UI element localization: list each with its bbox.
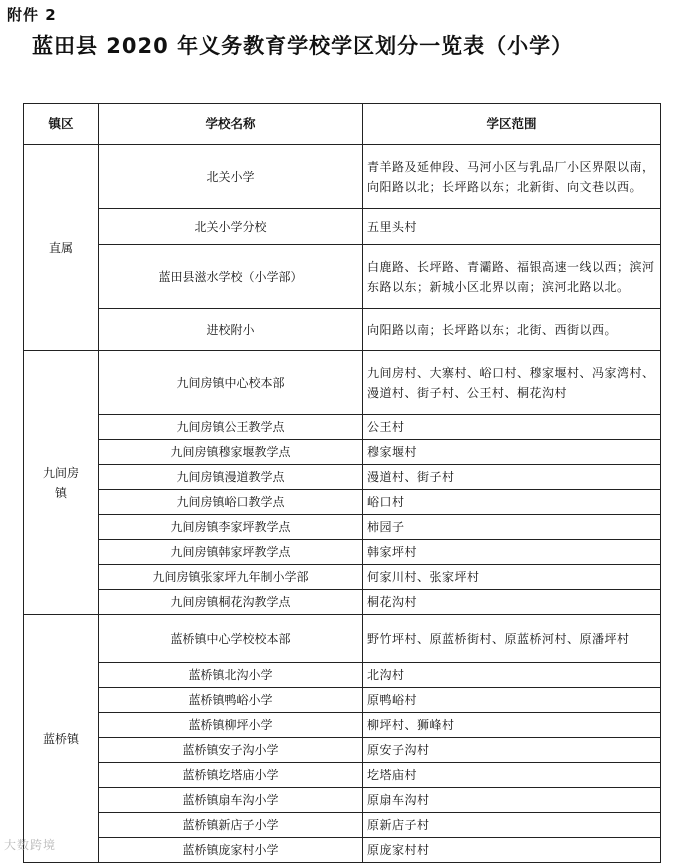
table-row (24, 490, 661, 515)
district-scope-cell: 韩家坪村 (363, 540, 661, 565)
district-scope-cell: 柳坪村、狮峰村 (363, 713, 661, 738)
district-scope-cell: 柿园子 (363, 515, 661, 540)
table-row (24, 540, 661, 565)
table-row (24, 351, 661, 415)
table-row (24, 838, 661, 863)
district-scope-cell: 穆家堰村 (363, 440, 661, 465)
district-scope-cell: 原庞家村村 (363, 838, 661, 863)
table-row (24, 245, 661, 309)
table-row (24, 309, 661, 351)
table-row (24, 663, 661, 688)
district-scope-cell: 白鹿路、长坪路、青灞路、福银高速一线以西；滨河东路以东；新城小区北界以南；滨河北路以北。 (363, 245, 661, 309)
school-name-cell: 蓝桥镇庞家村小学 (99, 838, 363, 863)
school-name-cell: 蓝桥镇北沟小学 (99, 663, 363, 688)
school-name-cell: 蓝桥镇鸭峪小学 (99, 688, 363, 713)
district-scope-cell: 峪口村 (363, 490, 661, 515)
district-scope-cell: 何家川村、张家坪村 (363, 565, 661, 590)
school-name-cell: 九间房镇张家坪九年制小学部 (99, 565, 363, 590)
table-row (24, 590, 661, 615)
school-name-cell: 蓝桥镇中心学校校本部 (99, 615, 363, 663)
table-row (24, 788, 661, 813)
school-name-cell: 九间房镇韩家坪教学点 (99, 540, 363, 565)
school-name-cell: 九间房镇桐花沟教学点 (99, 590, 363, 615)
school-name-cell: 九间房镇漫道教学点 (99, 465, 363, 490)
school-name-cell: 北关小学 (99, 145, 363, 209)
attachment-label: 附件 2 (7, 6, 57, 24)
table-row (24, 713, 661, 738)
table-header-row (24, 104, 661, 145)
school-name-cell: 九间房镇穆家堰教学点 (99, 440, 363, 465)
school-name-cell: 九间房镇中心校本部 (99, 351, 363, 415)
district-scope-cell: 原安子沟村 (363, 738, 661, 763)
school-name-cell: 九间房镇公王教学点 (99, 415, 363, 440)
table-row (24, 465, 661, 490)
district-scope-cell: 漫道村、街子村 (363, 465, 661, 490)
district-scope-cell: 公王村 (363, 415, 661, 440)
district-scope-cell: 青羊路及延伸段、马河小区与乳品厂小区界限以南，向阳路以北；长坪路以东；北新街、向文巷以西。 (363, 145, 661, 209)
town-cell: 蓝桥镇 (24, 615, 99, 863)
district-scope-cell: 九间房村、大寨村、峪口村、穆家堰村、冯家湾村、漫道村、街子村、公王村、桐花沟村 (363, 351, 661, 415)
table-row (24, 763, 661, 788)
district-scope-cell: 桐花沟村 (363, 590, 661, 615)
table-body (24, 145, 661, 863)
school-name-cell: 蓝田县滋水学校（小学部） (99, 245, 363, 309)
school-name-cell: 蓝桥镇柳坪小学 (99, 713, 363, 738)
header-town: 镇区 (24, 104, 99, 145)
school-name-cell: 蓝桥镇安子沟小学 (99, 738, 363, 763)
page-title: 蓝田县 2020 年义务教育学校学区划分一览表（小学） (32, 34, 574, 58)
school-name-cell: 蓝桥镇扇车沟小学 (99, 788, 363, 813)
town-cell: 九间房镇 (24, 351, 99, 615)
table-row (24, 813, 661, 838)
school-name-cell: 九间房镇李家坪教学点 (99, 515, 363, 540)
table-row (24, 738, 661, 763)
school-name-cell: 北关小学分校 (99, 209, 363, 245)
watermark: 大数跨境 (4, 838, 57, 852)
school-name-cell: 蓝桥镇新店子小学 (99, 813, 363, 838)
header-school: 学校名称 (99, 104, 363, 145)
district-scope-cell: 野竹坪村、原蓝桥街村、原蓝桥河村、原潘坪村 (363, 615, 661, 663)
district-scope-cell: 原扇车沟村 (363, 788, 661, 813)
district-scope-cell: 圪塔庙村 (363, 763, 661, 788)
district-scope-cell: 北沟村 (363, 663, 661, 688)
table-row (24, 440, 661, 465)
school-name-cell: 蓝桥镇圪塔庙小学 (99, 763, 363, 788)
town-cell: 直属 (24, 145, 99, 351)
table-row (24, 688, 661, 713)
district-scope-cell: 五里头村 (363, 209, 661, 245)
district-scope-cell: 原新店子村 (363, 813, 661, 838)
district-scope-cell: 向阳路以南；长坪路以东；北街、西街以西。 (363, 309, 661, 351)
header-scope: 学区范围 (363, 104, 661, 145)
table-row (24, 515, 661, 540)
table-row (24, 145, 661, 209)
table-row (24, 565, 661, 590)
school-name-cell: 九间房镇峪口教学点 (99, 490, 363, 515)
table-row (24, 415, 661, 440)
district-scope-cell: 原鸭峪村 (363, 688, 661, 713)
district-table (23, 103, 661, 863)
table-row (24, 615, 661, 663)
table-row (24, 209, 661, 245)
school-name-cell: 进校附小 (99, 309, 363, 351)
